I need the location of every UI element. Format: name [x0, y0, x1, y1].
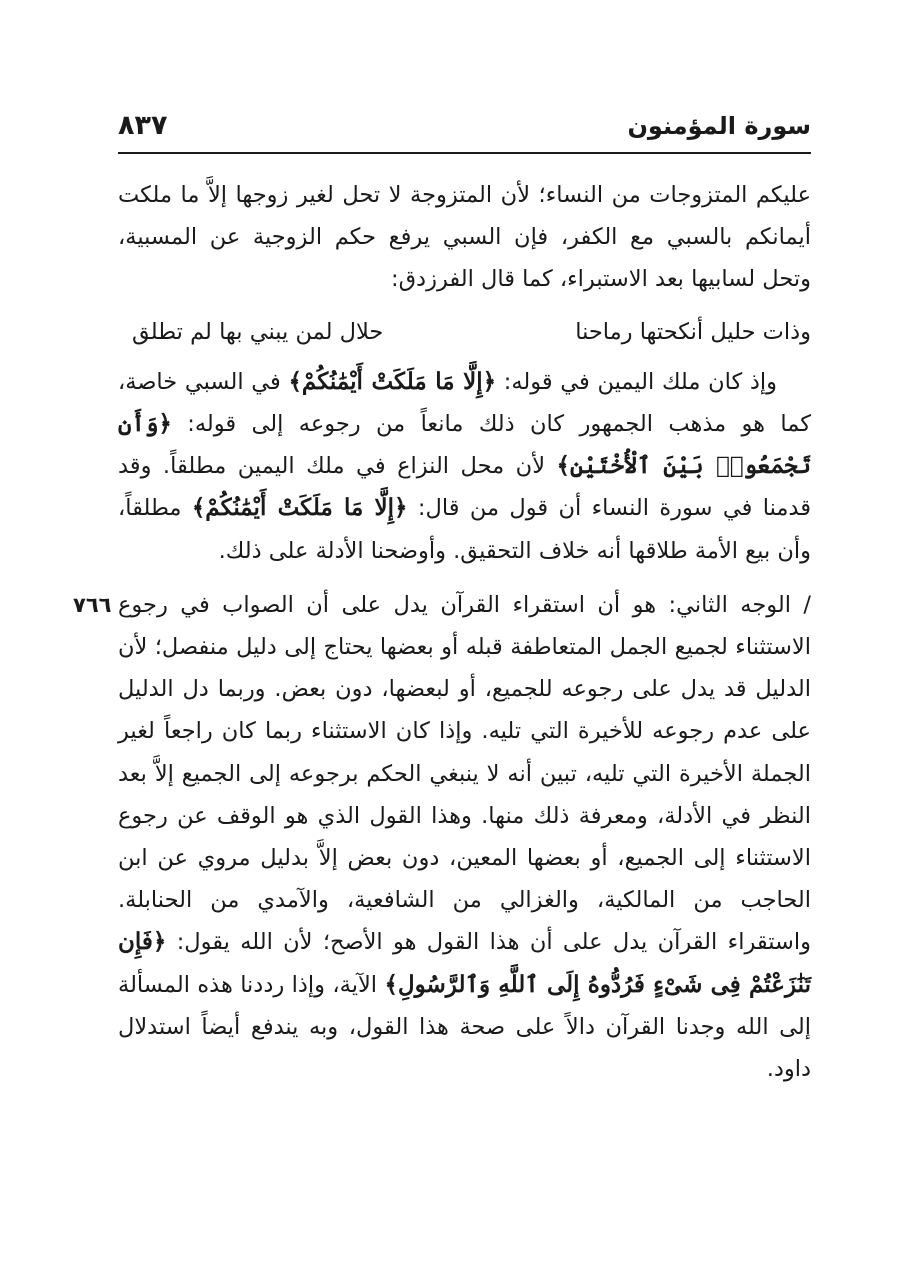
paragraph-1: عليكم المتزوجات من النساء؛ لأن المتزوجة لا تحل لغير زوجها إلاَّ ما ملكت أيمانكم بالسبي مع الكفر، فإن السبي يرفع حكم الزوجية عن المسبية، وتحل لسابيها بعد الاستبراء، كما قال الفرزدق: — [118, 182, 811, 293]
paragraph-2-text-3: لأن محل النزاع في ملك اليمين مطلقاً. وقد قدمنا في سورة النساء أن قول من قال: — [118, 453, 811, 522]
header-rule — [118, 152, 811, 154]
paragraph-2 — [118, 361, 811, 572]
paragraph-3-wrapper — [73, 584, 812, 1090]
page-number: ٨٣٧ — [118, 110, 168, 141]
quran-quote-2: ﴿وَأَن تَجْمَعُوا۟ بَيْنَ ٱلْأُخْتَيْنِ﴾ — [118, 410, 811, 480]
running-title: سورة المؤمنون — [627, 112, 811, 140]
verse-first-hemistich: وذات حليل أنكحتها رماحنا — [575, 318, 811, 345]
verse-second-hemistich: حلال لمن يبني بها لم تطلق — [132, 318, 384, 345]
paragraph-3-text-2: الآية، وإذا رددنا هذه المسألة إلى الله وجدنا القرآن دالاً على صحة هذا القول، وبه يندفع أيضاً استدلال داود. — [118, 971, 811, 1083]
paragraph-2-text-1: وإذ كان ملك اليمين في قوله: — [496, 368, 777, 395]
paragraph-3 — [118, 584, 811, 1090]
poetry-verse — [118, 311, 811, 353]
margin-marker: ٧٦٦ — [73, 592, 112, 617]
page-body — [73, 174, 812, 1090]
book-page — [73, 108, 812, 1208]
paragraph-2-text-2: في السبي خاصة، كما هو مذهب الجمهور كان ذلك مانعاً من رجوعه إلى قوله: — [118, 368, 811, 438]
quran-quote-4: ﴿فَإِن تَنَٰزَعْتُمْ فِى شَىْءٍ فَرُدُّوهُ إِلَى ٱللَّهِ وَٱلرَّسُولِ﴾ — [118, 928, 812, 998]
quran-quote-1: ﴿إِلَّا مَا مَلَكَتْ أَيْمَٰنُكُمْ﴾ — [288, 367, 497, 395]
quran-quote-3: ﴿إِلَّا مَا مَلَكَتْ أَيْمَٰنُكُمْ﴾ — [191, 494, 408, 522]
paragraph-2-text-4: مطلقاً، وأن بيع الأمة طلاقها أنه خلاف التحقيق. وأوضحنا الأدلة على ذلك. — [118, 495, 811, 564]
page-header — [118, 108, 811, 154]
paragraph-gap — [118, 572, 811, 584]
paragraph-3-text-1: / الوجه الثاني: هو أن استقراء القرآن يدل على أن الصواب في رجوع الاستثناء لجميع الجمل المتعاطفة قبله أو بعضها يحتاج إلى دليل منفصل؛ لأن الدليل قد يدل على رجوعه للجميع، أو لبعضها، دون بعض. وربما دل الدليل على عدم رجوعه للأخيرة التي تليه. وإذا كان الاستثناء ربما كان راجعاً لغير الجملة الأخيرة التي تليه، تبين أنه لا ينبغي الحكم برجوعه إلى الجميع إلاَّ بعد النظر في الأدلة، ومعرفة ذلك منها. وهذا القول الذي هو الوقف عن رجوع الاستثناء إلى الجميع، أو بعضها المعين، دون بعض إلاَّ بدليل مروي عن ابن الحاجب من المالكية، والغزالي من الشافعية، والآمدي من الحنابلة. واستقراء القرآن يدل على أن هذا القول هو الأصح؛ لأن الله يقول: — [118, 591, 811, 956]
